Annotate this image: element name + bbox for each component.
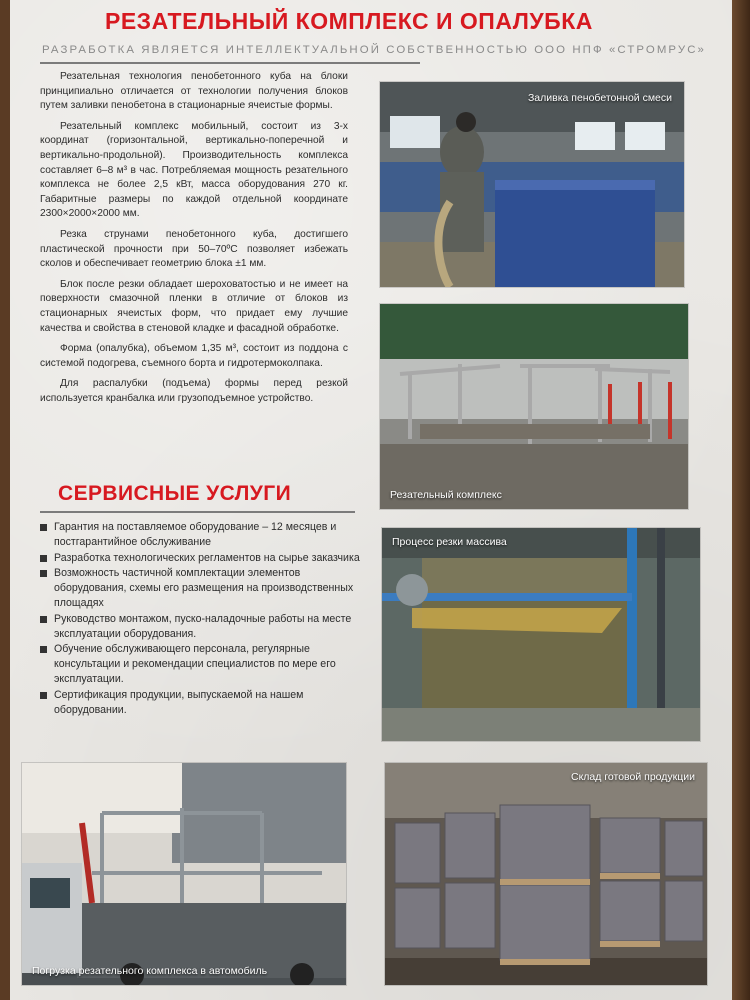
photo-cutting-complex [380, 304, 688, 509]
photo-caption: Заливка пенобетонной смеси [527, 92, 672, 104]
background-edge [732, 0, 750, 1000]
bullet-icon [40, 524, 47, 531]
photo-cutting-process-image [382, 528, 700, 741]
title-divider [40, 62, 420, 64]
list-item: Гарантия на поставляемое оборудование – 12 месяцев и постгарантийное обслуживание [40, 520, 360, 550]
bullet-icon [40, 646, 47, 653]
paragraph: Резка струнами пенобетонного куба, достигшего пластической прочности при 50–70ºC позволяет избежать сколов и обеспечивает геометрию блока ±1 мм. [40, 228, 348, 270]
photo-cutting-complex-image [380, 304, 688, 509]
photo-warehouse [385, 763, 707, 985]
services-heading: СЕРВИСНЫЕ УСЛУГИ [58, 482, 292, 505]
services-divider [40, 511, 355, 513]
page-title: РЕЗАТЕЛЬНЫЙ КОМПЛЕКС И ОПАЛУБКА [105, 8, 593, 34]
photo-pouring [380, 82, 684, 287]
bullet-icon [40, 692, 47, 699]
list-item: Обучение обслуживающего персонала, регулярные консультации и рекомендации специалистов по мере его эксплуатации. [40, 642, 360, 686]
bullet-icon [40, 555, 47, 562]
paragraph: Форма (опалубка), объемом 1,35 м³, состоит из поддона с системой подогрева, съемного борта и гидротермоколпака. [40, 343, 348, 369]
services-list [40, 520, 360, 718]
paragraph: Резательный комплекс мобильный, состоит из 3-х координат (горизонтальной, вертикально-поперечной и вертикально-продольной). Производительность комплекса составляет 6–8 м³ в час. Потребляемая мощность резательного комплекса не более 2,5 кВт, масса оборудования 270 кг. Габаритные размеры по каждой отдельной координате 2300×2000×2000 мм. [40, 120, 348, 220]
photo-caption: Процесс резки массива [392, 536, 507, 548]
paragraph: Резательная технология пенобетонного куба на блоки принципиально отличается от технологии получения блоков путем заливки пенобетона в стационарные ячеистые формы. [40, 71, 348, 112]
list-item: Возможность частичной комплектации элементов оборудования, схемы его размещения на производственных площадях [40, 566, 360, 610]
page-subtitle: РАЗРАБОТКА ЯВЛЯЕТСЯ ИНТЕЛЛЕКТУАЛЬНОЙ СОБСТВЕННОСТЬЮ ООО НПФ «СТРОМРУС» [42, 44, 706, 56]
paragraph: Блок после резки обладает шероховатостью и не имеет на поверхности смазочной пленки в отличие от блоков из стационарных ячеистых форм, что придает ему лучшие качества и свойства в стеновой кладке и фасадной обработке. [40, 278, 348, 334]
photo-caption: Погрузка резательного комплекса в автомобиль [32, 965, 268, 977]
list-item: Разработка технологических регламентов на сырье заказчика [40, 551, 360, 566]
brochure-page [10, 0, 732, 1000]
bullet-icon [40, 570, 47, 577]
list-item: Руководство монтажом, пуско-наладочные работы на месте эксплуатации оборудования. [40, 612, 360, 642]
photo-caption: Резательный комплекс [390, 489, 502, 501]
bullet-icon [40, 616, 47, 623]
description-text [40, 70, 348, 412]
photo-warehouse-image [385, 763, 707, 985]
photo-truck-loading [22, 763, 346, 985]
paragraph: Для распалубки (подъема) формы перед резкой используется кранбалка или грузоподъемное устройство. [40, 378, 348, 404]
photo-truck-loading-image [22, 763, 346, 985]
photo-pouring-image [380, 82, 684, 287]
photo-cutting-process [382, 528, 700, 741]
photo-caption: Склад готовой продукции [571, 771, 695, 783]
list-item: Сертификация продукции, выпускаемой на нашем оборудовании. [40, 688, 360, 718]
